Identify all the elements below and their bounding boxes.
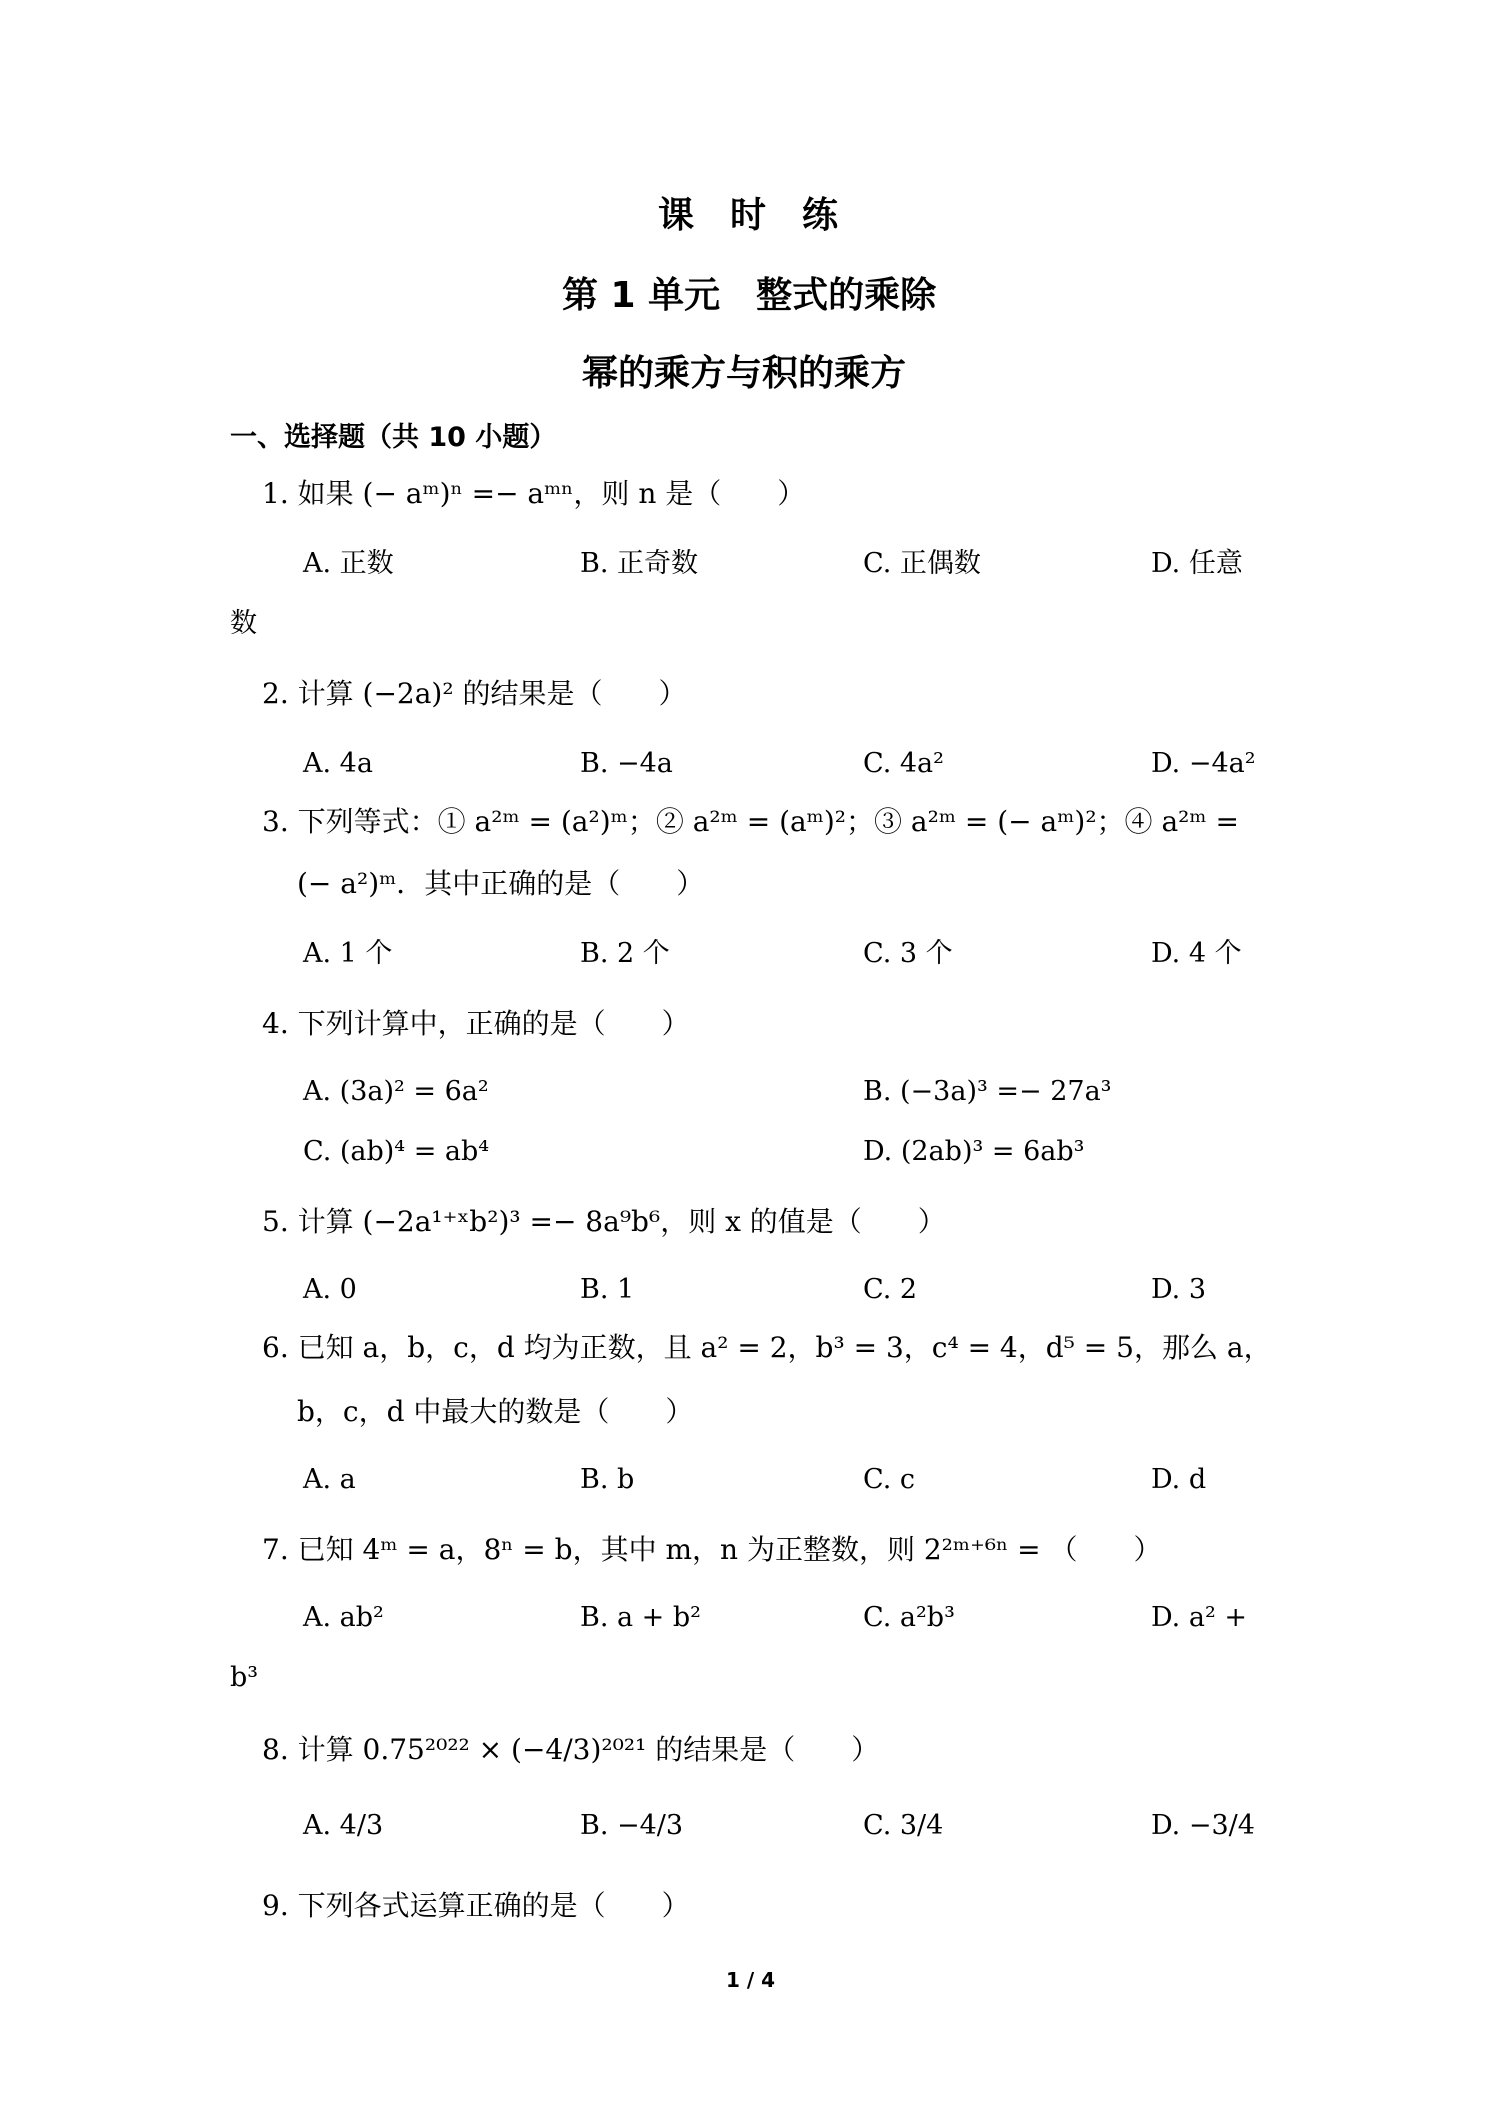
q1-option-wrap: 数 xyxy=(230,608,257,639)
q2-option-d: D. −4a² xyxy=(1151,748,1256,779)
question-4 xyxy=(262,1007,690,1040)
q8-option-c: C. 3/4 xyxy=(863,1810,944,1841)
q4-option-a: A. (3a)² = 6a² xyxy=(303,1076,489,1107)
q3-option-d: D. 4 个 xyxy=(1151,938,1242,969)
question-text: 计算 (−2a¹⁺ˣb²)³ =− 8a⁹b⁶，则 x 的值是（ ） xyxy=(297,1205,946,1238)
q3-option-a: A. 1 个 xyxy=(303,938,393,969)
q6-option-b: B. b xyxy=(580,1464,635,1495)
question-text: 计算 (−2a)² 的结果是（ ） xyxy=(297,677,687,710)
question-6 xyxy=(262,1331,1272,1364)
q7-option-b: B. a + b² xyxy=(580,1602,701,1633)
question-8 xyxy=(262,1733,880,1766)
question-number: 1. xyxy=(262,477,289,510)
question-text: 下列各式运算正确的是（ ） xyxy=(297,1889,690,1922)
q4-option-b: B. (−3a)³ =− 27a³ xyxy=(863,1076,1112,1107)
question-text: 已知 a，b，c，d 均为正数，且 a² = 2，b³ = 3，c⁴ = 4，d⁵ = 5，那么 a， xyxy=(297,1331,1272,1364)
title-lesson: 课 时 练 xyxy=(658,195,839,236)
question-number: 4. xyxy=(262,1007,289,1040)
q6-option-a: A. a xyxy=(303,1464,356,1495)
q2-option-a: A. 4a xyxy=(303,748,373,779)
question-number: 8. xyxy=(262,1733,289,1766)
question-number: 7. xyxy=(262,1533,289,1566)
q1-option-b: B. 正奇数 xyxy=(580,548,699,579)
q4-option-c: C. (ab)⁴ = ab⁴ xyxy=(303,1136,490,1167)
question-text: 如果 (− aᵐ)ⁿ =− aᵐⁿ，则 n 是（ ） xyxy=(297,477,806,510)
question-5 xyxy=(262,1205,946,1238)
question-1 xyxy=(262,477,806,510)
q5-option-a: A. 0 xyxy=(303,1274,357,1305)
q2-option-c: C. 4a² xyxy=(863,748,944,779)
title-unit: 第 1 单元 整式的乘除 xyxy=(562,275,937,316)
q8-option-b: B. −4/3 xyxy=(580,1810,684,1841)
question-3-continued: (− a²)ᵐ．其中正确的是（ ） xyxy=(297,867,705,900)
q5-option-d: D. 3 xyxy=(1151,1274,1207,1305)
question-number: 6. xyxy=(262,1331,289,1364)
question-number: 5. xyxy=(262,1205,289,1238)
q6-option-c: C. c xyxy=(863,1464,915,1495)
q6-option-d: D. d xyxy=(1151,1464,1207,1495)
q8-option-d: D. −3/4 xyxy=(1151,1810,1255,1841)
question-text: 已知 4ᵐ = a，8ⁿ = b，其中 m，n 为正整数，则 2²ᵐ⁺⁶ⁿ = （ ） xyxy=(297,1533,1162,1566)
question-2 xyxy=(262,677,687,710)
q7-option-a: A. ab² xyxy=(303,1602,384,1633)
q8-option-a: A. 4/3 xyxy=(303,1810,384,1841)
q4-option-d: D. (2ab)³ = 6ab³ xyxy=(863,1136,1085,1167)
q5-option-c: C. 2 xyxy=(863,1274,918,1305)
q2-option-b: B. −4a xyxy=(580,748,673,779)
question-text: 计算 0.75²⁰²² × (−4/3)²⁰²¹ 的结果是（ ） xyxy=(297,1733,880,1766)
q7-option-wrap: b³ xyxy=(230,1662,259,1693)
question-3 xyxy=(262,805,1239,838)
question-number: 3. xyxy=(262,805,289,838)
q3-option-c: C. 3 个 xyxy=(863,938,953,969)
q5-option-b: B. 1 xyxy=(580,1274,635,1305)
q7-option-c: C. a²b³ xyxy=(863,1602,955,1633)
question-7 xyxy=(262,1533,1162,1566)
question-6-continued: b，c，d 中最大的数是（ ） xyxy=(297,1395,694,1428)
q1-option-c: C. 正偶数 xyxy=(863,548,981,579)
question-9 xyxy=(262,1889,690,1922)
title-topic: 幂的乘方与积的乘方 xyxy=(582,353,907,394)
q7-option-d: D. a² + xyxy=(1151,1602,1247,1633)
question-text: 下列等式：① a²ᵐ = (a²)ᵐ；② a²ᵐ = (aᵐ)²；③ a²ᵐ = (− aᵐ)²；④ a²ᵐ = xyxy=(297,805,1239,838)
question-number: 9. xyxy=(262,1889,289,1922)
section-heading: 一、选择题（共 10 小题） xyxy=(230,422,557,453)
question-number: 2. xyxy=(262,677,289,710)
question-text: 下列计算中，正确的是（ ） xyxy=(297,1007,690,1040)
q3-option-b: B. 2 个 xyxy=(580,938,670,969)
q1-option-d: D. 任意 xyxy=(1151,548,1243,579)
page-number: 1 / 4 xyxy=(726,1968,776,1992)
q1-option-a: A. 正数 xyxy=(303,548,394,579)
